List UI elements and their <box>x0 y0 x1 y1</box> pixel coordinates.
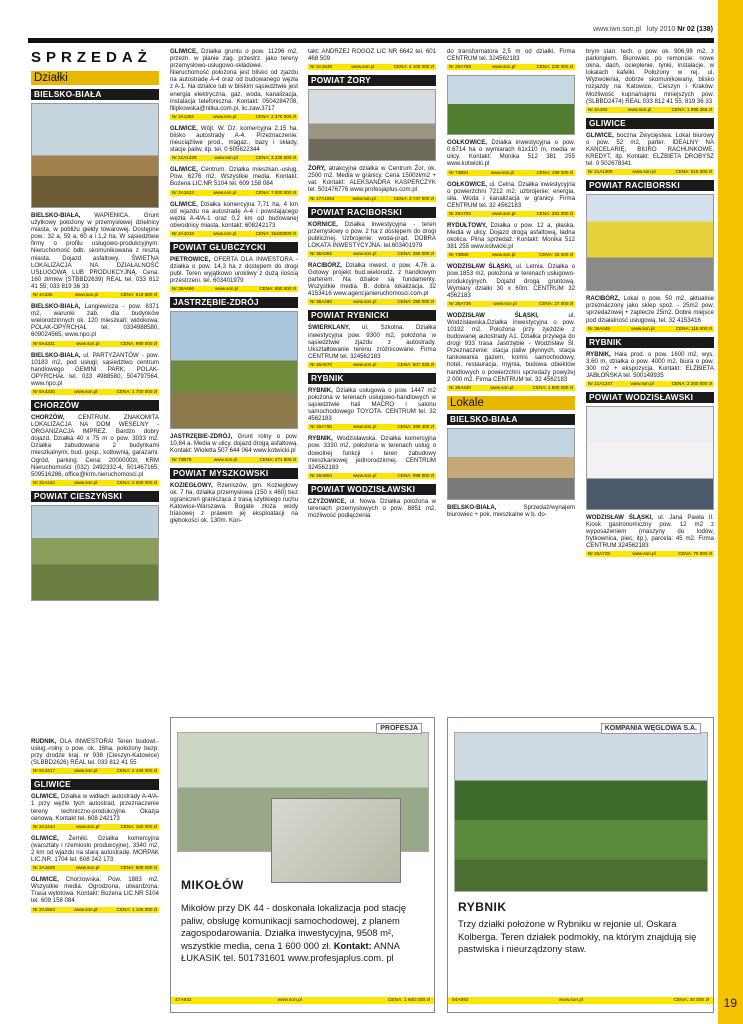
listing-photo <box>447 75 575 135</box>
listing-bar: Nr 36A352 www.son.pl CENA: 350 000 zł <box>310 250 434 256</box>
listing-bar: Nr 47A1064 www.son.pl CENA: 3 747 000 zł <box>310 195 434 201</box>
listing-text: GLIWICE, boczna Zwycięstwa. Lokal biurowy o pow. 52 m2, parter. IDEALNY NA KANCELARIĘ, BIURO RACHUNKOWE, KREDYT, itp. Kontakt: ELŻBIETA DROBYSZ tel. 0 502678341 <box>586 131 714 168</box>
listing-text: takt: ANDRZEJ ROGÓŻ LIC NR 6642 tel. 601 468 509 <box>308 48 436 63</box>
listing-text: CZYŻOWICE, ul. Nowa. Działka położona w terenach przemysłowych o pow. 8851 m2, możliwość podłączenia <box>308 497 436 519</box>
region-heading: POWIAT CIESZYŃSKI <box>31 491 159 502</box>
listing-text: KOZIEGŁOWY, Rzeniszów, gm. Koziegłowy ok. 7 ha, działka przemysłowa (150 x 460) bez ograniczeń granicząca z trasą szybkiego ruchu Katowice-Warszawa. Bogate złoża wody triasowej z prawem jej eksploatacji na głębokości ok. 130m. Kon- <box>170 481 298 524</box>
listing-bar: Nr 26A759 www.son.pl CENA: 230 000 zł <box>449 64 573 70</box>
ad-logo: PROFESJA <box>376 723 422 734</box>
region-heading: POWIAT WODZISŁAWSKI <box>586 392 714 403</box>
listing-photo <box>586 194 714 291</box>
listing-bar: Nr 5A4331 www.son.pl CENA: 990 000 zł <box>33 340 157 346</box>
ad-bar: 47A932 www.son.pl CENA: 1 600 000 zł <box>171 997 434 1004</box>
listing-text: JASTRZĘBIE-ZDRÓJ, Grunt rolny o pow. 10,84 a. Media w ulicy, dojazd drogą asfaltową. Kontakt: Wioletta 507 644 064 www.kotwicki.pl <box>170 433 298 455</box>
page-header <box>593 26 713 33</box>
listing-photo <box>308 89 436 161</box>
listing-bar: Nr 73B78 www.son.pl CENA: 271 600 zł <box>170 457 298 463</box>
listing-bar: Nr 2A1564 www.son.pl CENA: 1 100 000 zł <box>33 906 157 912</box>
listing-bar: Nr 2A1549 www.son.pl CENA: 4 100 000 zł <box>310 64 434 70</box>
listing-bar: Nr 2A1019 www.son.pl CENA: 15400000 zł <box>172 230 296 236</box>
listing-text: WODZISŁAW ŚLĄSKI, ul. Jana Pawła II. Kiosk gastronomiczny pow. 12 m2 z wyposażeniem (maszyny do lodów, frytkownica, piec, itp.), parcela: 45 m2. Firma CENTRUM 324562183 <box>586 513 714 550</box>
yellow-side-bar <box>718 0 743 1024</box>
listing-photo <box>31 505 159 601</box>
region-heading: POWIAT RACIBORSKI <box>586 180 714 191</box>
listing-text: brym stan. tech. o pow. ok. 906,98 m2, z parkingiem. Biurowiec po remoncie: nowe okna, dach, ocieplenie, tynki, instalacje, w lokalach kafelki. Położony w rej. ul. Wyzwolenia, dobrze skomunikowany, blisko rozjazdy na Katowice, Cieszyn i Kraków. Możliwość kupna/najmu mniejszych pow. (SLBBD2474) REAL 033 812 41 55; 819 36 33 <box>586 48 714 105</box>
page-number: 19 <box>723 996 737 1010</box>
listing-text: GLIWICE, Działka komercyjna 7,71 ha, 4 km od wjazdu na autostradę A-4 i powstającego węzła A-4/A-1 oraz 0,2 km od budowanej obwodnicy miasta. kontakt: 608242173 <box>170 200 298 229</box>
listing-photo <box>447 428 575 500</box>
listing-bar: Nr 73B91 www.son.pl CENA: 199 000 zł <box>447 170 575 176</box>
listing-text: GLIWICE, Chorzowska. Pow. 1883 m2. Wszystkie media. Ogrodzona, utwardzona. Trasa wylotowa. Kontakt: Bożena LIC.NR 5104 tel. 609 158 084 <box>31 876 159 905</box>
listing-bar: Nr 26A704 www.son.pl CENA: 281 000 zł <box>449 210 573 216</box>
listing-text: KORNICE, Działka inwestycyjna - teren przemysłowy o pow. 2 ha z dostępem do drogi publicznej. Uzbrojenie: woda-prąd. DOBRA LOKATA INWESTYCYJNA. tel.603401979 <box>308 220 436 249</box>
listing-bar: Nr 2A1623 www.son.pl CENA: 7 000 000 zł <box>172 189 296 195</box>
listing-text: RYDUŁTOWY, Działka o pow. 12 a, płaska. Media w ulicy. Dojazd drogą asfaltową, ładna okolica. Pilna sprzedaż. Kontakt: Monika 512 381 255 www.kotwicki.pl <box>447 221 575 251</box>
listing-text: WODZISŁAW ŚLĄSKI, ul. Wodzisławska.Działka inwestycyjna o pow. 10192 m2. Położona przy zjeździe z budowanej autostrady A1. Działka przylega do drogi 933 trasa Jastrzębie - Wodzisław Śl. Przeznaczenie: stacja paliw płynnych, stacja tankowania gazem, komis samochodowy, hotel, restauracja, myjnia, budowa obiektów handlowych o powierzchni sprzedaży powyżej 2 000 m2. Firma CENTRUM tel. 32 4562183 <box>447 311 575 383</box>
listing-photo <box>170 311 298 429</box>
listing-text: RYBNIK, Hala prod. o pow. 1600 m2, wys. 3,60 m, działka o pow. 4000 m2, biura o pow. 300 m2 + ekspozycja. Kontakt: ELŻBIETA JABŁOŃSKA tel. 500149935 <box>586 350 714 379</box>
listing-text: CHORZÓW, CENTRUM. ZNAKOMITA LOKALIZACJA NA DOM WESELNY - ORGANIZACJA IMPREZ. Bardzo dobry dojazd. Działka 40 x 75 m o pow. 3033 m2. Działka zabudowana 2 budynkami mieszkalnymi, bud. gosp., kotłownią, garażami. Ogród, parking. Cena: 2000000zł, KRM Nieruchomości (032) 2492332-4, 501467165, 509516286, office@krm.nieruchomosci.pl <box>31 413 159 478</box>
listing-bar: Nr 73B86 www.son.pl CENA: 43 000 zł <box>449 252 573 258</box>
listing-text: BIELSKO-BIAŁA, ul. PARTYZANTÓW - pow. 10183 m2, pod usługi; sąsiedztwo centrum handlowego GEMINI PARK; POLAK-OPYRCHAŁ tel. 033 4988580, 504797564, www.npo.pl <box>31 351 159 387</box>
listing-bar: Nr 26A736 www.son.pl CENA: 27 000 zł <box>447 301 575 307</box>
column-1-bottom <box>31 738 159 1018</box>
listing-text: RYBNIK, Wodzisławska. Działka komercyjna pow. 3330 m2, położona w terenach usług o dowolnej funkcji i teren zabudowy mieszkaniowej jednorodzinnej. CENTRUM 324562183 <box>308 435 436 471</box>
header-url[interactable]: www.iwn.son.pl <box>593 26 641 33</box>
region-heading: JASTRZĘBIE-ZDRÓJ <box>170 297 298 308</box>
column-1 <box>31 48 159 713</box>
listing-text: GLIWICE, Żerniki. Działka komercyjna (warsztaty i rzemiosło produkcyjne), 3340 m2, 2 km od wjazdu na starą autostradę. MORPAK LIC.NR. 1704 tel. 608 242 173 <box>31 834 159 864</box>
listing-photo <box>31 103 159 208</box>
category-lokale: Lokale <box>447 396 575 410</box>
region-heading: POWIAT WODZISŁAWSKI <box>308 484 436 495</box>
ad-text: Mikołów przy DK 44 - doskonała lokalizacja pod stację paliw, obsługę komunikacji samochodowej, z planem zagospodarowania. Działka inwestycyjna, 9508 m², wszystkie media, cena 1 600 000 zł. Kontakt: ANNA ŁUKASIK tel. 501731601 www.profesjaplus.com. pl <box>181 902 407 964</box>
region-heading: BIELSKO-BIAŁA <box>31 89 159 100</box>
listing-bar: Nr 26A790 www.son.pl CENA: 289 400 zł <box>310 424 434 430</box>
listing-bar: Nr 5A4330 www.son.pl CENA: 1 700 000 zł <box>33 388 157 394</box>
listing-text: WODZISŁAW ŚLĄSKI, ul. Letnia. Działka o pow.1853 m2, położona w terenach usługowo-produkcyjnych. Dojazd drogą gruntową. Wymiary działki 30 x 60m. CENTRUM 32 4562183 <box>447 263 575 299</box>
header-rule <box>28 38 714 43</box>
listing-bar: Nr 21A1309 www.son.pl CENA: 515 000 zł <box>588 169 712 175</box>
region-heading: POWIAT ŻORY <box>308 75 436 86</box>
listing-bar: Nr 26A670 www.son.pl CENA: 507 036 zł <box>310 361 434 367</box>
region-heading: CHORZÓW <box>31 400 159 411</box>
listing-photo <box>586 406 714 510</box>
listing-text: GLIWICE, Działka w widłach autostrady A-4/A-1 przy węźle tych autostrad, przeznaczenie tereny techniczno-produkcyjne. Okazja cenowa. Kontakt tel. 608 242173 <box>31 793 159 822</box>
category-dzialki: Działki <box>31 71 159 85</box>
region-heading: RYBNIK <box>308 373 436 384</box>
region-heading: BIELSKO-BIAŁA <box>447 414 575 425</box>
listing-bar: Nr 5A4417 www.son.pl CENA: 2 440 000 zł <box>33 768 157 774</box>
listing-text: BIELSKO-BIAŁA, Langiewicza - pow. 8371 m2, warunki zab. dla budynków wielorodzinnych ok. 120 mieszkań; widokowa; POLAK-OPYRCHAŁ tel. 0334988580, 609024565, www.npo.pl <box>31 303 159 339</box>
listing-text: ŚWIERKLANY, ul. Szkolna. Działka inwestycyjna pow. 9300 m2, położona w sąsiedztwie zjazdu z autostrady. Ukształtowanie terenu zróżnicowane. Firma CENTRUM tel. 324562183 <box>308 324 436 360</box>
listing-text: BIELSKO-BIAŁA, WAPIENICA. Grunt użytkowy położony w przemysłowej dzielnicy miasta, w pobliżu giełdy towarowej. Dostępne pow.: 32 a, 59 a, 60 a i 1,2 ha. W sąsiedztwie firmy o profilu usługowo-produkcyjnym. Nieruchomość bdb. skomunikowana z resztą miasta. Dojazd asfaltowy. ŚWIETNA LOKALIZACJA NA DZIAŁALNOŚĆ USŁUGOWĄ LUB PRODUKCYJNĄ. Cena: 160 zł/mkw (STBBD2639) REAL tel. 033 812 41 55; 033 819 36 33 <box>31 212 159 290</box>
listing-text: GLIWICE, Wójt. W. Dz. komercyjna 2,15 ha, blisko autostrady A-4. Przeznaczenie: nieuciążliwe prod., magaz., bazy i składy, stacje paliw, itp. tel. 0 605622344 <box>170 124 298 154</box>
column-5 <box>586 48 714 748</box>
region-heading: RYBNIK <box>586 337 714 348</box>
ad-rybnik <box>447 717 714 1013</box>
column-2 <box>170 48 298 708</box>
listing-bar: Nr 31A442 www.son.pl CENA: 2 000 000 zł <box>33 479 157 485</box>
listing-text: BIELSKO-BIAŁA, Sprzedaż/wynajem biurowiec + pok. mieszkalne w b. do- <box>447 503 575 518</box>
column-3 <box>308 48 436 708</box>
column-4 <box>447 48 575 708</box>
listing-bar: Nr 4A335 www.son.pl CENA: 518 880 zł <box>31 292 159 298</box>
listing-bar: Nr 2A1444 www.son.pl CENA: 150 000 zł <box>33 823 157 829</box>
listing-bar: Nr 36A466 www.son.pl CENA: 650 000 zł <box>172 286 296 292</box>
listing-bar: Nr 36A490 www.son.pl CENA: 150 000 zł <box>310 299 434 305</box>
listing-bar: Nr 26A728 www.son.pl CENA: 70 000 zł <box>586 551 714 557</box>
ad-photo <box>454 732 708 892</box>
region-heading: GLIWICE <box>586 118 714 129</box>
listing-bar: Nr 4A192 www.son.pl CENA: 1 995 356 zł <box>586 107 714 113</box>
region-heading: GLIWICE <box>31 779 159 790</box>
ad-map-inset <box>271 798 401 883</box>
listing-bar: Nr 26A804 www.son.pl CENA: 999 000 zł <box>310 472 434 478</box>
ad-bar: 94A992 www.son.pl CENA: 30 000 zł <box>448 997 713 1004</box>
listing-bar: Nr 26A440 www.son.pl CENA: 1 800 000 zł <box>449 384 573 390</box>
listing-bar: Nr 2A1628 www.son.pl CENA: 500 000 zł <box>33 865 157 871</box>
ad-mikolow <box>170 717 435 1013</box>
ad-title: MIKOŁÓW <box>181 878 244 892</box>
listing-text: GLIWICE, Centrum. Działka mieszkan.-usług. Pow. 6276 m2. Wszystkie media. Kontakt: Bożena LIC.NR 5104 tel. 609 158 084 <box>170 166 298 188</box>
listing-text: PIETROWICE, OFERTA DLA INWESTORA - działka o pow. 14,3 ha z dostępem do drogi publ. Teren wyjątkowo urokliwy z dużą ilością przestrzeni. tel. 603401979 <box>170 255 298 285</box>
ad-logo: KOMPANIA WĘGLOWA S.A. <box>601 723 701 734</box>
listing-text: ŻORY, atrakcyjna działka w Centrum Żor, ok. 2500 m2. Media w granicy. Cena 1500zł/m2 + vat. Kontakt: ALEKSANDRA KASPERCZYK tel. 501476776 www.profesjaplus.com.pl <box>308 165 436 194</box>
ad-text: Trzy działki położone w Rybniku w rejonie ul. Oskara Kolberga. Teren działek podmokły, na którym znajdują się pastwiska i nieurządzony staw. <box>458 918 697 955</box>
listing-text: GLIWICE, Działka gruntu o pow. 11296 m2, przezn. w planie zag. przestrz. jako tereny przemysłowo-usługowo-składowe. Nieruchomość położona jest blisko od zjazdu na autostradę A-4 oraz od budowanego węzła z A-1. Na działce lub w bliskim sąsiedztwie jest energia elektryczna, gaz, woda, kanalizacja, instalacja telefoniczna. Kontakt: 0504284708, filipkowska@nitka.com.pl, lic.zaw.3717 <box>170 48 298 112</box>
listing-bar: Nr 21A1428 www.son.pl CENA: 3 225 000 zł <box>172 155 296 161</box>
header-issue: luty 2010 <box>646 26 676 33</box>
header-nr: Nr 02 (138) <box>677 26 713 33</box>
listing-text: RACIBÓRZ, Lokal o pow. 50 m2, aktualnie przeznaczony jako sklep spoż. - 25m2 pow. sprzedażowej + zaplecze 25m2. Dobre miejsce pod działalność usługową. tel. 32 4153416 <box>586 295 714 324</box>
listing-text: RUDNIK, DLA INWESTORA! Teren budowl.-usług.-rolny o pow. ok. 16ha, położony bezp. przy drodze kraj. nr 938 (Cieszyn-Katowice) (SLBBD2626) REAL tel. 033 812 41 55 <box>31 738 159 767</box>
listing-bar: Nr 2A1362 www.son.pl CENA: 2 370 000 zł <box>172 113 296 119</box>
listing-text: RYBNIK, Działka usługowa o pow. 1447 m2 położona w terenach usługowo-handlowych w sąsiedztwie hali MACRO i salonu samochodowego TOYOTA. CENTRUM tel. 32 4562183 <box>308 386 436 423</box>
region-heading: POWIAT RACIBORSKI <box>308 207 436 218</box>
region-heading: POWIAT MYSZKOWSKI <box>170 468 298 479</box>
region-heading: POWIAT RYBNICKI <box>308 310 436 321</box>
listing-text: GOŁKOWICE, ul. Celna. Działka inwestycyjna o powierzchni 7212 m2. uzbrojenie: energia, siła. Woda i kanalizacja w granicy. Firma CENTRUM tel. 32 4562183 <box>447 180 575 209</box>
listing-bar: Nr 21A1247 www.son.pl CENA: 2 200 000 zł <box>588 380 712 386</box>
listing-text: do transformatora 2,5 m od działki. Firma CENTRUM tel. 324562183 <box>447 48 575 63</box>
section-sprzedaz: SPRZEDAŻ <box>31 49 152 66</box>
region-heading: POWIAT GŁUBCZYCKI <box>170 242 298 253</box>
listing-bar: Nr 36A445 www.son.pl CENA: 115 000 zł <box>586 326 714 332</box>
ad-title: RYBNIK <box>458 900 507 914</box>
listing-text: GOŁKOWICE, Działka inwestycyjna o pow. 0.6714 ha o wymiarach 61x110 m, media w ulicy. Kontakt: Monika 512 381 255 www.kotwicki.pl <box>447 139 575 168</box>
listing-text: RACIBÓRZ, Działka inwest. o pow. 4,76 a. Gotowy projekt bud.wielorodz. z handlowym parterem. Na działce są fundamenty. Wszystkie media. B. dobra lokalizacja. 32 4153416 www.agencjanieruchomosci.com.pl <box>308 261 436 298</box>
